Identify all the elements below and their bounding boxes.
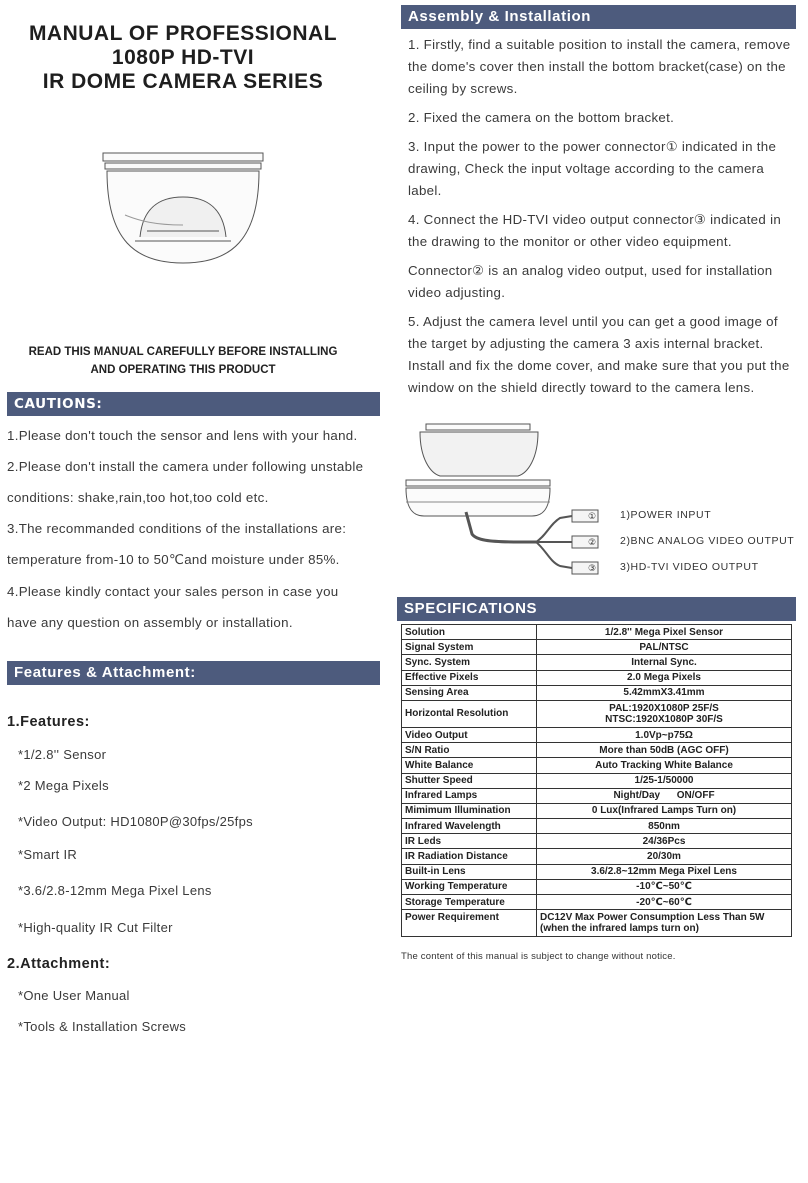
spec-value: 24/36Pcs [537,834,792,849]
spec-label: Solution [402,625,537,640]
spec-label: Power Requirement [402,910,537,937]
feature-item: *3.6/2.8-12mm Mega Pixel Lens [18,883,212,898]
spec-value: 5.42mmX3.41mm [537,685,792,700]
connector-badge-3: ③ [587,564,597,574]
caution-line: 4.Please kindly contact your sales person in case you [7,584,339,599]
specifications-heading: SPECIFICATIONS [397,597,796,621]
assembly-line: 2. Fixed the camera on the bottom bracket. [408,110,675,125]
spec-label: Video Output [402,727,537,742]
assembly-line: Install and fix the dome cover, and make sure that you put the [408,358,790,373]
caution-line: 1.Please don't touch the sensor and lens with your hand. [7,428,358,443]
attachment-item: *One User Manual [18,988,130,1003]
feature-item: *2 Mega Pixels [18,778,109,793]
spec-label: Mimimum Illumination [402,803,537,818]
spec-row [402,655,792,670]
connector-label-hdtvi: 3)HD-TVI VIDEO OUTPUT [620,561,759,573]
spec-label: IR Radiation Distance [402,849,537,864]
spec-row [402,788,792,803]
spec-value-line-2: (when the infrared lamps turn on) [540,923,699,935]
assembly-line: ceiling by screws. [408,81,518,96]
spec-label: Built-in Lens [402,864,537,879]
caution-line: temperature from-10 to 50℃and moisture under 85%. [7,552,340,567]
assembly-heading: Assembly & Installation [401,5,796,29]
dome-camera-illustration [95,145,275,270]
spec-row [402,773,792,788]
spec-row [402,834,792,849]
spec-value: Night/Day ON/OFF [537,788,792,803]
connector-badge-2: ② [587,538,597,548]
feature-item: *1/2.8'' Sensor [18,747,107,762]
spec-row [402,849,792,864]
feature-item: *Video Output: HD1080P@30fps/25fps [18,814,253,829]
spec-row [402,758,792,773]
caution-line: conditions: shake,rain,too hot,too cold etc. [7,490,269,505]
caution-line: 3.The recommanded conditions of the installations are: [7,521,347,536]
connector-label-power: 1)POWER INPUT [620,509,712,521]
spec-value: 0 Lux(Infrared Lamps Turn on) [537,803,792,818]
attachment-title: 2.Attachment: [7,956,111,972]
change-notice: The content of this manual is subject to change without notice. [401,951,676,962]
assembly-line: the target by adjusting the camera 3 axis internal bracket. [408,336,764,351]
spec-row [402,864,792,879]
spec-row [402,803,792,818]
spec-value-line-2: NTSC:1920X1080P 30F/S [605,713,723,725]
assembly-line: the drawing to the monitor or other video equipment. [408,234,732,249]
feature-item: *High-quality IR Cut Filter [18,920,173,935]
title-line-1: MANUAL OF PROFESSIONAL [28,22,338,45]
spec-value: 1.0Vp~p75Ω [537,727,792,742]
spec-row [402,743,792,758]
read-warning-line-2: AND OPERATING THIS PRODUCT [90,364,276,376]
spec-value-line-1: DC12V Max Power Consumption Less Than 5W [540,912,765,924]
spec-value: -20℃~60℃ [537,895,792,910]
spec-label: White Balance [402,758,537,773]
spec-label: Shutter Speed [402,773,537,788]
spec-row [402,910,792,937]
spec-value: 1/25-1/50000 [537,773,792,788]
assembly-line: 1. Firstly, find a suitable position to install the camera, remove [408,37,791,52]
spec-row [402,879,792,894]
title-line-2: 1080P HD-TVI [111,46,255,69]
spec-row [402,640,792,655]
spec-value [537,910,792,937]
assembly-line: 3. Input the power to the power connector① indicated in the [408,139,777,154]
cautions-heading: CAUTIONS: [7,392,380,416]
spec-value: 850nm [537,819,792,834]
caution-line: have any question on assembly or installation. [7,615,293,630]
spec-row [402,685,792,700]
title-line-3: IR DOME CAMERA SERIES [42,70,324,93]
spec-value: 1/2.8'' Mega Pixel Sensor [537,625,792,640]
spec-value: -10℃~50℃ [537,879,792,894]
caution-line: 2.Please don't install the camera under following unstable [7,459,364,474]
spec-label: IR Leds [402,834,537,849]
spec-row [402,700,792,727]
spec-value: 3.6/2.8~12mm Mega Pixel Lens [537,864,792,879]
assembly-line: the dome's cover then install the bottom bracket(case) on the [408,59,786,74]
assembly-line: 5. Adjust the camera level until you can get a good image of [408,314,778,329]
connector-label-bnc: 2)BNC ANALOG VIDEO OUTPUT [620,535,795,547]
spec-value: Internal Sync. [537,655,792,670]
assembly-line: window on the shield directly toward to the camera lens. [408,380,755,395]
spec-label: Horizontal Resolution [402,700,537,727]
spec-value-line-1: PAL:1920X1080P 25F/S [609,702,719,714]
read-warning-line-1: READ THIS MANUAL CAREFULLY BEFORE INSTALLING [28,346,338,358]
features-heading: Features & Attachment: [7,661,380,685]
specifications-table [401,624,792,937]
spec-row [402,727,792,742]
spec-row [402,819,792,834]
spec-label: Storage Temperature [402,895,537,910]
spec-value: 20/30m [537,849,792,864]
spec-label: Sync. System [402,655,537,670]
assembly-line: Connector② is an analog video output, used for installation [408,263,773,278]
assembly-line: label. [408,183,442,198]
spec-value: More than 50dB (AGC OFF) [537,743,792,758]
attachment-item: *Tools & Installation Screws [18,1019,187,1034]
feature-item: *Smart IR [18,847,78,862]
spec-label: S/N Ratio [402,743,537,758]
spec-value [537,700,792,727]
assembly-line: drawing, Check the input voltage according to the camera [408,161,765,176]
features-title: 1.Features: [7,714,90,730]
spec-row [402,625,792,640]
spec-value: PAL/NTSC [537,640,792,655]
spec-row [402,895,792,910]
spec-label: Sensing Area [402,685,537,700]
spec-label: Signal System [402,640,537,655]
spec-row [402,670,792,685]
spec-rows [402,625,792,937]
spec-label: Infrared Wavelength [402,819,537,834]
spec-value: 2.0 Mega Pixels [537,670,792,685]
read-warning [8,343,358,379]
spec-label: Infrared Lamps [402,788,537,803]
spec-value: Auto Tracking White Balance [537,758,792,773]
spec-label: Working Temperature [402,879,537,894]
camera-connector-diagram [400,418,615,583]
connector-badge-1: ① [587,512,597,522]
manual-title [8,22,358,94]
assembly-line: video adjusting. [408,285,506,300]
assembly-line: 4. Connect the HD-TVI video output connector③ indicated in [408,212,782,227]
spec-label: Effective Pixels [402,670,537,685]
